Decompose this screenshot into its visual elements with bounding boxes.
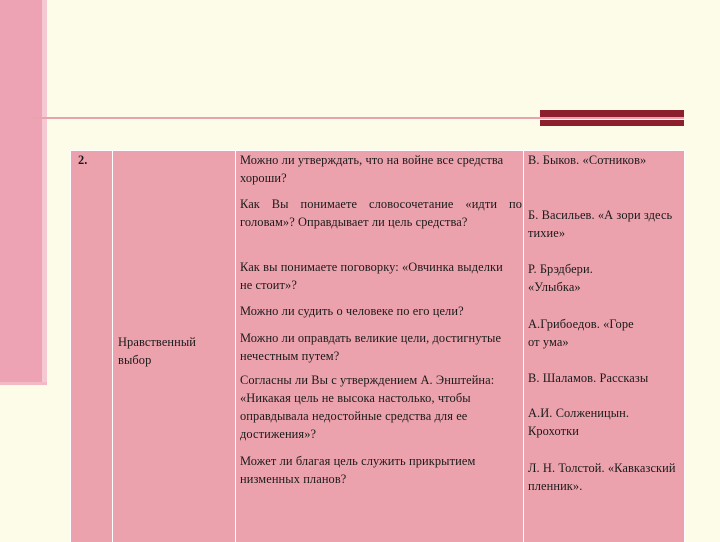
- table-divider-1: [112, 150, 113, 542]
- table-divider-3: [523, 150, 524, 542]
- row-number: 2.: [78, 153, 88, 167]
- left-decor-band-edge: [42, 0, 47, 383]
- header-accent-bar: [540, 110, 684, 117]
- table-divider-2: [235, 150, 236, 542]
- question-5: Можно ли оправдать великие цели, достигнутые нечестным путем?: [240, 331, 502, 363]
- table-border-left: [70, 150, 71, 542]
- topic-cell: Нравственный выбор: [118, 335, 197, 367]
- question-1: Можно ли утверждать, что на войне все средства хороши?: [240, 153, 504, 185]
- question-6: Согласны ли Вы с утверждением А. Энштейна: «Никакая цель не высока настолько, чтобы оправдывала недостойные средства для ее достижения»?: [240, 373, 495, 441]
- header-accent-bar-2: [540, 120, 684, 126]
- left-decor-band: [0, 0, 42, 383]
- left-decor-line: [0, 382, 47, 385]
- question-2: Как Вы понимаете словосочетание «идти по головам»? Оправдывает ли цель средства?: [240, 197, 522, 229]
- header-rule: [32, 117, 684, 119]
- work-5: В. Шаламов. Рассказы: [528, 371, 649, 385]
- question-7: Может ли благая цель служить прикрытием низменных планов?: [240, 454, 476, 486]
- work-6: А.И. Солженицын. Крохотки: [528, 406, 630, 438]
- work-1: В. Быков. «Сотников»: [528, 153, 647, 167]
- work-7: Л. Н. Толстой. «Кавказский пленник».: [528, 461, 676, 493]
- question-3: Как вы понимаете поговорку: «Овчинка выделки не стоит»?: [240, 260, 503, 292]
- table-border-right: [684, 150, 685, 542]
- work-4: А.Грибоедов. «Горе от ума»: [528, 317, 634, 349]
- work-3: Р. Брэдбери. «Улыбка»: [528, 262, 593, 294]
- question-4: Можно ли судить о человеке по его цели?: [240, 304, 464, 318]
- work-2: Б. Васильев. «А зори здесь тихие»: [528, 208, 673, 240]
